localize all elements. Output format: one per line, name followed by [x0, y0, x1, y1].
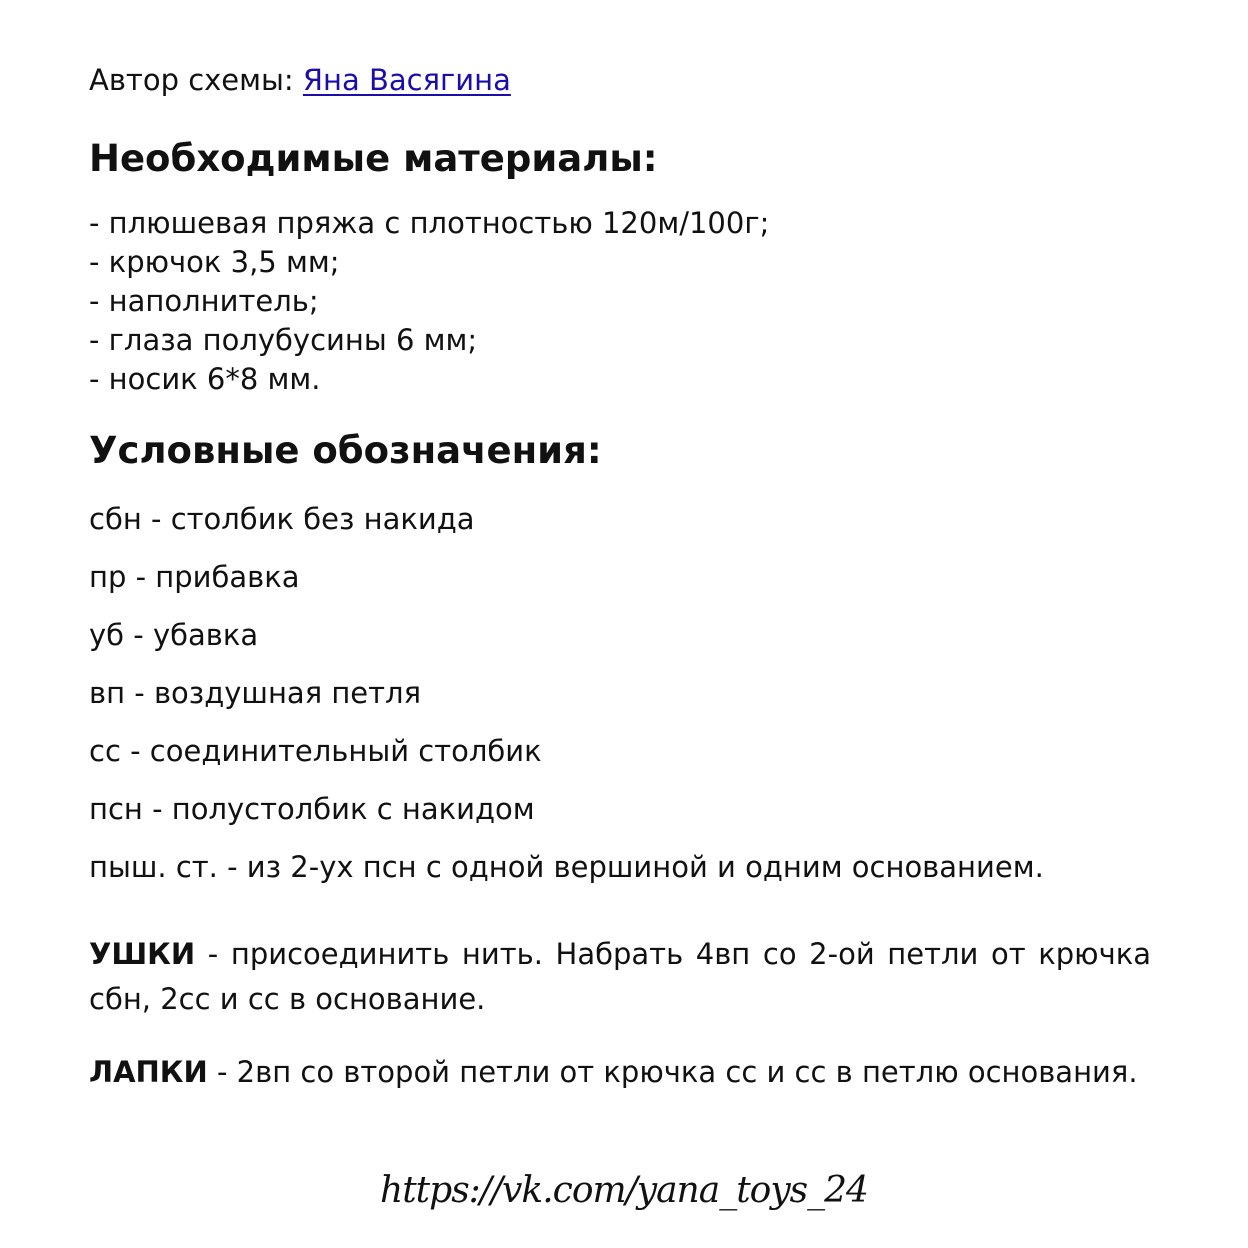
list-item: - носик 6*8 мм. [89, 362, 321, 396]
list-item: - наполнитель; [89, 284, 319, 318]
list-item: - глаза полубусины 6 мм; [89, 323, 478, 357]
ears-text: - присоединить нить. Набрать 4вп со 2-ой петли от крючка сбн, 2сс и сс в основание. [89, 937, 1151, 1016]
legend-item: пыш. ст. - из 2-ух псн с одной вершиной и одним основанием. [89, 850, 1044, 884]
paws-title: ЛАПКИ [89, 1055, 208, 1089]
author-line [89, 60, 511, 100]
author-label: Автор схемы: [89, 63, 303, 97]
materials-list [89, 204, 769, 399]
legend-list [89, 499, 1044, 905]
list-item: - плюшевая пряжа с плотностью 120м/100г; [89, 206, 770, 240]
ears-title: УШКИ [89, 937, 196, 971]
paws-paragraph [89, 1050, 1151, 1095]
list-item: - крючок 3,5 мм; [89, 245, 340, 279]
legend-item: пр - прибавка [89, 560, 300, 594]
paws-text: - 2вп со второй петли от крючка сс и сс в петлю основания. [207, 1055, 1138, 1089]
legend-item: сс - соединительный столбик [89, 734, 542, 768]
legend-item: вп - воздушная петля [89, 676, 422, 710]
legend-heading: Условные обозначения: [89, 429, 602, 472]
legend-item: уб - убавка [89, 618, 259, 652]
legend-item: псн - полустолбик с накидом [89, 792, 535, 826]
materials-heading: Необходимые материалы: [89, 137, 658, 180]
author-link[interactable]: Яна Васягина [302, 63, 511, 97]
ears-paragraph [89, 932, 1151, 1022]
footer-url[interactable]: https://vk.com/yana_toys_24 [380, 1170, 868, 1211]
legend-item: сбн - столбик без накида [89, 502, 475, 536]
